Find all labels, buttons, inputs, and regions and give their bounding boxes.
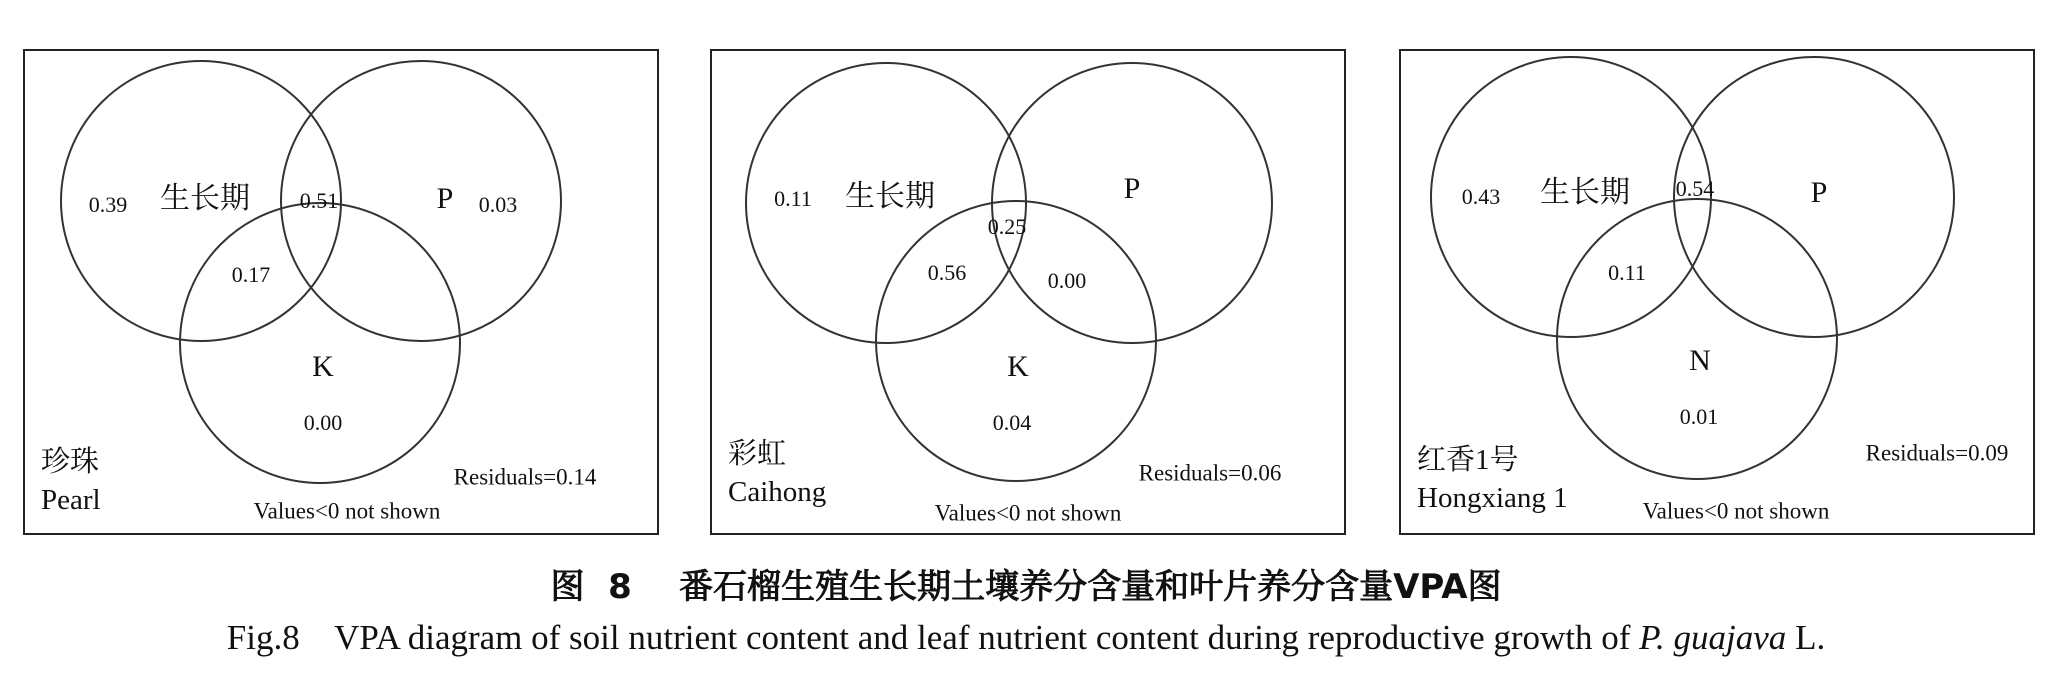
residuals-text: Residuals=0.14 <box>453 464 597 490</box>
set-label-k: K <box>312 350 334 383</box>
circle-n <box>1557 199 1837 479</box>
figure-caption-en <box>0 618 2052 658</box>
values-note: Values<0 not shown <box>934 500 1122 526</box>
figure-caption-zh: 图 8 番石榴生殖生长期土壤养分含量和叶片养分含量VPA图 <box>550 567 1502 607</box>
set-label-growth-stage: 生长期 <box>1540 176 1630 209</box>
value-all-three: 0.25 <box>987 214 1027 239</box>
cultivar-name-en: Hongxiang 1 <box>1417 482 1568 514</box>
circle-k <box>180 203 460 483</box>
set-label-growth-stage: 生长期 <box>160 182 250 215</box>
value-only-k: 0.00 <box>303 410 343 435</box>
residuals-text: Residuals=0.06 <box>1138 460 1282 486</box>
residuals-text: Residuals=0.09 <box>1865 440 2009 466</box>
cultivar-name-zh: 彩虹 <box>728 438 787 470</box>
value-only-n: 0.01 <box>1679 404 1719 429</box>
cultivar-name-en: Caihong <box>728 476 827 508</box>
value-only-p: 0.03 <box>478 192 518 217</box>
value-growth-stage-k: 0.56 <box>927 260 967 285</box>
cultivar-name <box>728 435 826 511</box>
vpa-panel-pearl <box>23 49 659 535</box>
cultivar-name-zh: 红香1号 <box>1417 444 1519 476</box>
value-only-k: 0.04 <box>992 410 1032 435</box>
value-only-growth-stage: 0.39 <box>88 192 128 217</box>
venn-circles <box>25 51 657 533</box>
vpa-panel-caihong <box>710 49 1346 535</box>
value-growth-stage-p: 0.54 <box>1675 176 1715 201</box>
set-label-p: P <box>436 182 454 215</box>
value-growth-stage-p: 0.51 <box>299 188 339 213</box>
values-note: Values<0 not shown <box>1642 498 1830 524</box>
value-growth-stage-n: 0.11 <box>1608 260 1646 285</box>
cultivar-name-zh: 珍珠 <box>41 446 100 478</box>
cultivar-name <box>41 443 101 519</box>
values-note: Values<0 not shown <box>253 498 441 524</box>
caption-en-prefix: Fig.8 VPA diagram of soil nutrient content and leaf nutrient content during reproductive growth of <box>226 618 1640 657</box>
set-label-p: P <box>1810 176 1828 209</box>
caption-en-suffix: L. <box>1786 618 1826 657</box>
caption-en-species: P. guajava <box>1639 618 1787 657</box>
value-p-k: 0.00 <box>1047 268 1087 293</box>
cultivar-name-en: Pearl <box>41 484 101 516</box>
set-label-growth-stage: 生长期 <box>845 180 935 213</box>
value-only-growth-stage: 0.43 <box>1461 184 1501 209</box>
vpa-panel-hongxiang-1 <box>1399 49 2035 535</box>
cultivar-name <box>1417 441 1568 517</box>
value-only-growth-stage: 0.11 <box>774 186 812 211</box>
set-label-n: N <box>1689 344 1711 377</box>
set-label-p: P <box>1123 172 1141 205</box>
value-growth-stage-k: 0.17 <box>231 262 271 287</box>
set-label-k: K <box>1007 350 1029 383</box>
